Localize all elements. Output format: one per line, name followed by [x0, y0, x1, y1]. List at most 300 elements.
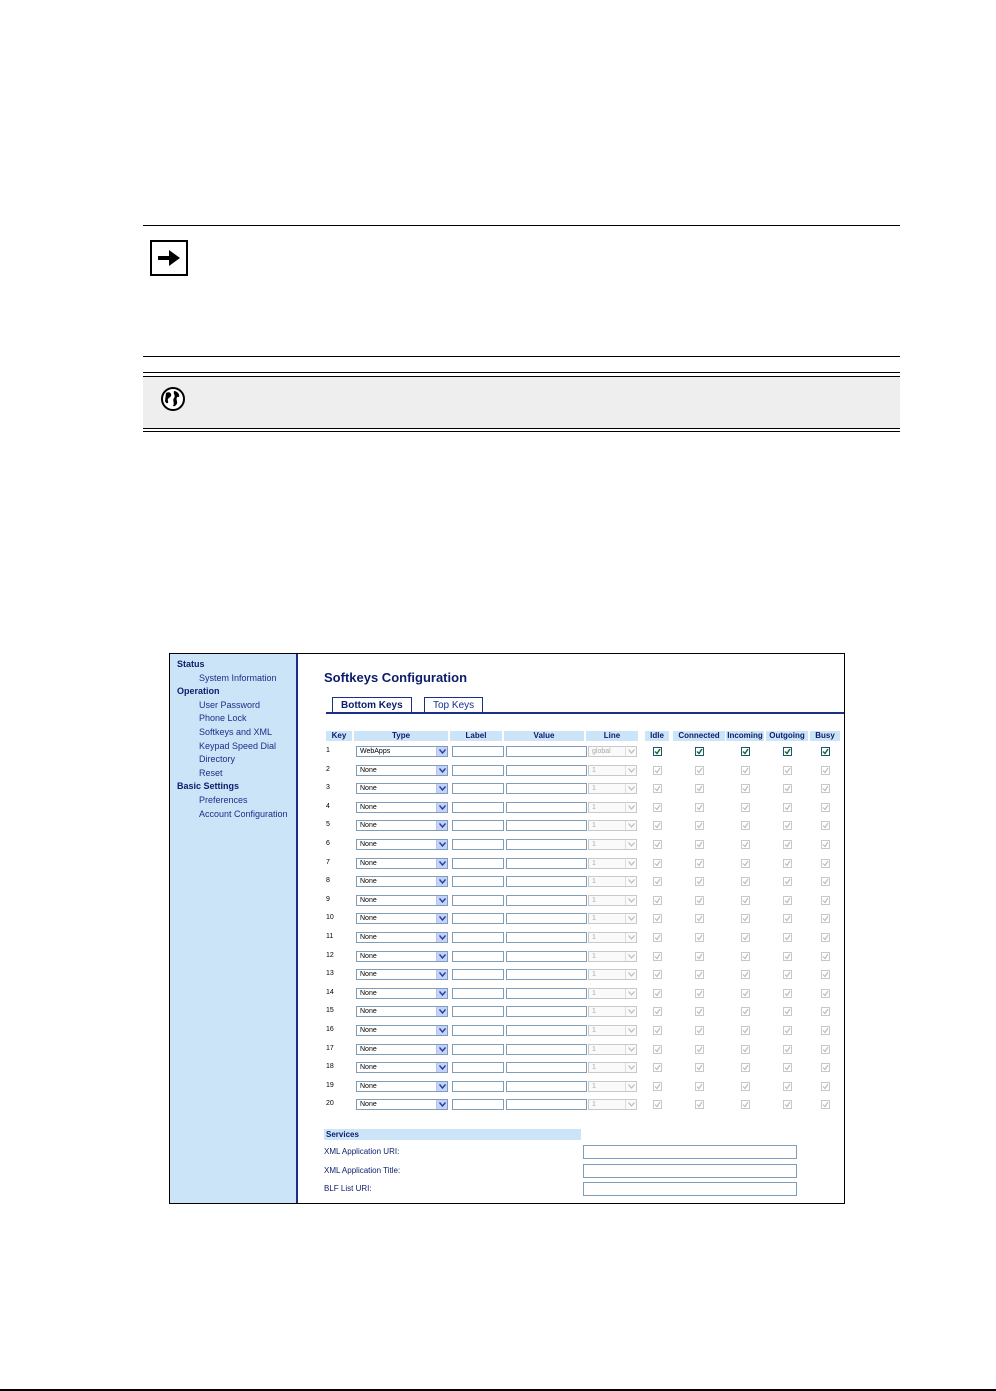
idle-checkbox[interactable]	[653, 747, 662, 756]
busy-checkbox[interactable]	[821, 877, 830, 886]
sidebar-item-system-information[interactable]: System Information	[199, 672, 277, 683]
incoming-checkbox[interactable]	[741, 840, 750, 849]
idle-checkbox[interactable]	[653, 914, 662, 923]
line-select[interactable]	[588, 1062, 637, 1073]
value-input[interactable]	[506, 932, 587, 943]
idle-checkbox[interactable]	[653, 803, 662, 812]
key-number: 18	[326, 1063, 334, 1071]
type-select-value: None	[360, 1045, 377, 1053]
connected-checkbox[interactable]	[695, 989, 704, 998]
sidebar-section-basic-settings[interactable]: Basic Settings	[177, 781, 240, 792]
line-select-value: 1	[592, 1027, 596, 1034]
idle-checkbox[interactable]	[653, 766, 662, 775]
tab-top-keys[interactable]: Top Keys	[424, 697, 483, 713]
incoming-checkbox[interactable]	[741, 821, 750, 830]
sidebar-item-account-configuration[interactable]: Account Configuration	[199, 808, 288, 819]
busy-checkbox[interactable]	[821, 821, 830, 830]
type-select[interactable]	[356, 802, 448, 813]
connected-checkbox[interactable]	[695, 970, 704, 979]
value-input[interactable]	[506, 876, 587, 887]
label-input[interactable]	[452, 858, 504, 869]
type-select-value: None	[360, 1082, 377, 1090]
type-select[interactable]	[356, 820, 448, 831]
connected-checkbox[interactable]	[695, 1026, 704, 1035]
value-input[interactable]	[506, 913, 587, 924]
label-input[interactable]	[452, 1006, 504, 1017]
outgoing-checkbox[interactable]	[783, 803, 792, 812]
type-select[interactable]	[356, 951, 448, 962]
value-input[interactable]	[506, 951, 587, 962]
table-row	[298, 1099, 844, 1111]
chevron-down-icon[interactable]	[436, 877, 447, 886]
type-select[interactable]	[356, 1062, 448, 1073]
chevron-down-icon[interactable]	[436, 1100, 447, 1109]
services-field-label: XML Application Title:	[324, 1165, 401, 1175]
idle-checkbox[interactable]	[653, 933, 662, 942]
outgoing-checkbox[interactable]	[783, 914, 792, 923]
connected-checkbox[interactable]	[695, 766, 704, 775]
busy-checkbox[interactable]	[821, 1100, 830, 1109]
outgoing-checkbox[interactable]	[783, 970, 792, 979]
busy-checkbox[interactable]	[821, 933, 830, 942]
chevron-down-icon[interactable]	[436, 989, 447, 998]
outgoing-checkbox[interactable]	[783, 933, 792, 942]
table-row	[298, 820, 844, 832]
line-select[interactable]	[588, 1099, 637, 1110]
connected-checkbox[interactable]	[695, 933, 704, 942]
line-select-value: 1	[592, 859, 596, 867]
sidebar-section-status[interactable]: Status	[177, 659, 205, 669]
value-input[interactable]	[506, 783, 587, 794]
chevron-down-icon[interactable]	[625, 747, 636, 756]
line-select[interactable]	[588, 988, 637, 999]
idle-checkbox[interactable]	[653, 1007, 662, 1016]
chevron-down-icon[interactable]	[625, 952, 636, 961]
services-field-label: BLF List URI:	[324, 1184, 372, 1194]
chevron-down-icon[interactable]	[436, 766, 447, 775]
label-input[interactable]	[452, 746, 504, 757]
type-select-value: None	[360, 878, 377, 886]
outgoing-checkbox[interactable]	[783, 1100, 792, 1109]
outgoing-checkbox[interactable]	[783, 840, 792, 849]
line-select[interactable]	[588, 765, 637, 776]
arrow-right-icon	[150, 240, 188, 276]
incoming-checkbox[interactable]	[741, 877, 750, 886]
label-input[interactable]	[452, 876, 504, 887]
chevron-down-icon[interactable]	[436, 1026, 447, 1035]
busy-checkbox[interactable]	[821, 914, 830, 923]
incoming-checkbox[interactable]	[741, 1082, 750, 1091]
line-select-value: 1	[592, 1082, 596, 1090]
chevron-down-icon[interactable]	[625, 859, 636, 868]
line-select-value: 1	[592, 878, 596, 886]
chevron-down-icon[interactable]	[625, 840, 636, 849]
chevron-down-icon[interactable]	[625, 1100, 636, 1109]
table-row	[298, 988, 844, 1000]
connected-checkbox[interactable]	[695, 784, 704, 793]
line-select[interactable]	[588, 746, 637, 757]
incoming-checkbox[interactable]	[741, 1100, 750, 1109]
connected-checkbox[interactable]	[695, 747, 704, 756]
busy-checkbox[interactable]	[821, 896, 830, 905]
chevron-down-icon[interactable]	[436, 914, 447, 923]
label-input[interactable]	[452, 839, 504, 850]
type-select-value: None	[360, 841, 377, 848]
type-select[interactable]	[356, 1006, 448, 1017]
key-number: 17	[326, 1044, 334, 1052]
value-input[interactable]	[506, 1006, 587, 1017]
incoming-checkbox[interactable]	[741, 1007, 750, 1016]
connected-checkbox[interactable]	[695, 1007, 704, 1016]
outgoing-checkbox[interactable]	[783, 821, 792, 830]
chevron-down-icon[interactable]	[436, 970, 447, 979]
busy-checkbox[interactable]	[821, 1007, 830, 1016]
connected-checkbox[interactable]	[695, 840, 704, 849]
outgoing-checkbox[interactable]	[783, 1007, 792, 1016]
connected-checkbox[interactable]	[695, 896, 704, 905]
type-select[interactable]	[356, 895, 448, 906]
connected-checkbox[interactable]	[695, 877, 704, 886]
key-number: 15	[326, 1007, 334, 1015]
type-select[interactable]	[356, 969, 448, 980]
idle-checkbox[interactable]	[653, 821, 662, 830]
chevron-down-icon[interactable]	[625, 1082, 636, 1091]
busy-checkbox[interactable]	[821, 803, 830, 812]
chevron-down-icon[interactable]	[625, 1063, 636, 1072]
line-select[interactable]	[588, 1025, 637, 1036]
connected-checkbox[interactable]	[695, 859, 704, 868]
idle-checkbox[interactable]	[653, 952, 662, 961]
incoming-checkbox[interactable]	[741, 784, 750, 793]
line-select-value: 1	[592, 971, 596, 979]
line-select[interactable]	[588, 895, 637, 906]
key-number: 11	[326, 933, 334, 940]
incoming-checkbox[interactable]	[741, 1063, 750, 1072]
sidebar-item-user-password[interactable]: User Password	[199, 699, 261, 710]
table-row	[298, 1081, 844, 1093]
chevron-down-icon[interactable]	[625, 803, 636, 812]
incoming-checkbox[interactable]	[741, 747, 750, 756]
value-input[interactable]	[506, 1062, 587, 1073]
chevron-down-icon[interactable]	[625, 970, 636, 979]
line-select[interactable]	[588, 839, 637, 850]
label-input[interactable]	[452, 932, 504, 943]
incoming-checkbox[interactable]	[741, 933, 750, 942]
chevron-down-icon[interactable]	[436, 1082, 447, 1091]
label-input[interactable]	[452, 783, 504, 794]
connected-checkbox[interactable]	[695, 821, 704, 830]
outgoing-checkbox[interactable]	[783, 1026, 792, 1035]
sidebar-item-softkeys-and-xml[interactable]: Softkeys and XML	[199, 727, 273, 737]
label-input[interactable]	[452, 802, 504, 813]
globe-icon	[160, 386, 186, 417]
sidebar-section-operation[interactable]: Operation	[177, 686, 220, 697]
outgoing-checkbox[interactable]	[783, 1063, 792, 1072]
busy-checkbox[interactable]	[821, 747, 830, 756]
label-input[interactable]	[452, 820, 504, 831]
type-select[interactable]	[356, 1025, 448, 1036]
outgoing-checkbox[interactable]	[783, 952, 792, 961]
services-field-input[interactable]	[583, 1182, 797, 1196]
note-bottom-rule	[143, 356, 900, 357]
line-select[interactable]	[588, 1006, 637, 1017]
busy-checkbox[interactable]	[821, 1063, 830, 1072]
outgoing-checkbox[interactable]	[783, 1045, 792, 1054]
key-number: 9	[326, 895, 330, 903]
type-select-value: None	[360, 934, 377, 941]
chevron-down-icon[interactable]	[436, 933, 447, 942]
busy-checkbox[interactable]	[821, 952, 830, 961]
chevron-down-icon[interactable]	[625, 914, 636, 923]
sidebar-item-phone-lock[interactable]: Phone Lock	[199, 713, 247, 724]
idle-checkbox[interactable]	[653, 896, 662, 905]
outgoing-checkbox[interactable]	[783, 989, 792, 998]
busy-checkbox[interactable]	[821, 859, 830, 868]
line-select[interactable]	[588, 1044, 637, 1055]
column-header-incoming: Incoming	[727, 731, 763, 740]
value-input[interactable]	[506, 1081, 587, 1092]
chevron-down-icon[interactable]	[436, 840, 447, 849]
web-ui-screenshot	[169, 653, 845, 1204]
type-select[interactable]	[356, 839, 448, 850]
sidebar	[170, 654, 298, 1203]
value-input[interactable]	[506, 802, 587, 813]
table-row	[298, 802, 844, 814]
column-header-outgoing: Outgoing	[766, 731, 808, 741]
incoming-checkbox[interactable]	[741, 803, 750, 812]
outgoing-checkbox[interactable]	[783, 859, 792, 868]
key-number: 12	[326, 951, 334, 959]
incoming-checkbox[interactable]	[741, 896, 750, 905]
label-input[interactable]	[452, 895, 504, 906]
reference-top-rule	[143, 372, 900, 373]
key-number: 3	[326, 784, 330, 792]
incoming-checkbox[interactable]	[741, 766, 750, 775]
table-row	[298, 969, 844, 981]
key-number: 20	[326, 1100, 334, 1108]
busy-checkbox[interactable]	[821, 1082, 830, 1091]
value-input[interactable]	[506, 988, 587, 999]
chevron-down-icon[interactable]	[436, 1045, 447, 1054]
chevron-down-icon[interactable]	[625, 896, 636, 905]
line-select[interactable]	[588, 913, 637, 924]
column-header-value: Value	[504, 731, 584, 741]
table-row	[298, 858, 844, 870]
outgoing-checkbox[interactable]	[783, 877, 792, 886]
connected-checkbox[interactable]	[695, 803, 704, 812]
services-field-input[interactable]	[583, 1145, 797, 1159]
idle-checkbox[interactable]	[653, 1026, 662, 1035]
main-panel	[298, 654, 844, 1203]
chevron-down-icon[interactable]	[436, 821, 447, 830]
line-select-value: 1	[592, 934, 596, 941]
type-select-value: None	[360, 1101, 377, 1109]
line-select-value: global	[592, 748, 611, 755]
line-select[interactable]	[588, 876, 637, 887]
table-row	[298, 839, 844, 851]
services-field-label: XML Application URI:	[324, 1147, 400, 1156]
line-select[interactable]	[588, 820, 637, 831]
type-select[interactable]	[356, 1099, 448, 1110]
outgoing-checkbox[interactable]	[783, 896, 792, 905]
value-input[interactable]	[506, 1099, 587, 1110]
label-input[interactable]	[452, 913, 504, 924]
chevron-down-icon[interactable]	[625, 877, 636, 886]
incoming-checkbox[interactable]	[741, 1045, 750, 1054]
line-select[interactable]	[588, 1081, 637, 1092]
incoming-checkbox[interactable]	[741, 952, 750, 961]
label-input[interactable]	[452, 765, 504, 776]
type-select[interactable]	[356, 876, 448, 887]
label-input[interactable]	[452, 1062, 504, 1073]
idle-checkbox[interactable]	[653, 1063, 662, 1072]
table-row	[298, 932, 844, 944]
type-select[interactable]	[356, 913, 448, 924]
services-field-input[interactable]	[583, 1164, 797, 1178]
key-number: 8	[326, 877, 330, 885]
busy-checkbox[interactable]	[821, 1045, 830, 1054]
type-select-value: None	[360, 989, 377, 997]
line-select[interactable]	[588, 783, 637, 794]
chevron-down-icon[interactable]	[436, 803, 447, 812]
idle-checkbox[interactable]	[653, 784, 662, 793]
chevron-down-icon[interactable]	[625, 989, 636, 998]
busy-checkbox[interactable]	[821, 970, 830, 979]
sidebar-item-keypad-speed-dial[interactable]: Keypad Speed Dial	[199, 740, 277, 751]
type-select[interactable]	[356, 858, 448, 869]
table-row	[298, 951, 844, 963]
line-select[interactable]	[588, 802, 637, 813]
line-select-value: 1	[592, 1008, 596, 1016]
label-input[interactable]	[452, 1081, 504, 1092]
chevron-down-icon[interactable]	[436, 896, 447, 905]
chevron-down-icon[interactable]	[625, 766, 636, 775]
busy-checkbox[interactable]	[821, 784, 830, 793]
value-input[interactable]	[506, 746, 587, 757]
chevron-down-icon[interactable]	[625, 933, 636, 942]
chevron-down-icon[interactable]	[436, 859, 447, 868]
label-input[interactable]	[452, 1025, 504, 1036]
idle-checkbox[interactable]	[653, 1045, 662, 1054]
chevron-down-icon[interactable]	[436, 1007, 447, 1016]
connected-checkbox[interactable]	[695, 1082, 704, 1091]
busy-checkbox[interactable]	[821, 1026, 830, 1035]
idle-checkbox[interactable]	[653, 877, 662, 886]
chevron-down-icon[interactable]	[625, 1026, 636, 1035]
connected-checkbox[interactable]	[695, 1045, 704, 1054]
type-select-value: None	[360, 915, 377, 923]
tab-bottom-keys[interactable]: Bottom Keys	[332, 697, 412, 714]
services-heading: Services	[324, 1129, 581, 1140]
reference-band	[143, 377, 900, 428]
line-select[interactable]	[588, 858, 637, 869]
incoming-checkbox[interactable]	[741, 859, 750, 868]
column-header-label: Label	[450, 731, 502, 741]
line-select[interactable]	[588, 932, 637, 943]
line-select[interactable]	[588, 969, 637, 980]
value-input[interactable]	[506, 969, 587, 980]
type-select[interactable]	[356, 932, 448, 943]
line-select-value: 1	[592, 766, 596, 774]
sidebar-item-directory[interactable]: Directory	[199, 754, 236, 765]
type-select[interactable]	[356, 746, 448, 757]
label-input[interactable]	[452, 988, 504, 999]
column-header-type: Type	[354, 731, 448, 741]
value-input[interactable]	[506, 895, 587, 906]
chevron-down-icon[interactable]	[625, 821, 636, 830]
connected-checkbox[interactable]	[695, 1063, 704, 1072]
type-select[interactable]	[356, 783, 448, 794]
type-select[interactable]	[356, 1044, 448, 1055]
value-input[interactable]	[506, 1044, 587, 1055]
note-top-rule	[143, 225, 900, 226]
line-select-value: 1	[592, 803, 596, 811]
line-select-value: 1	[592, 785, 596, 793]
chevron-down-icon[interactable]	[436, 747, 447, 756]
outgoing-checkbox[interactable]	[783, 1082, 792, 1091]
table-row	[298, 1062, 844, 1074]
idle-checkbox[interactable]	[653, 1082, 662, 1091]
chevron-down-icon[interactable]	[436, 952, 447, 961]
incoming-checkbox[interactable]	[741, 989, 750, 998]
label-input[interactable]	[452, 1044, 504, 1055]
incoming-checkbox[interactable]	[741, 1026, 750, 1035]
chevron-down-icon[interactable]	[436, 784, 447, 793]
chevron-down-icon[interactable]	[436, 1063, 447, 1072]
value-input[interactable]	[506, 820, 587, 831]
label-input[interactable]	[452, 969, 504, 980]
connected-checkbox[interactable]	[695, 1100, 704, 1109]
key-number: 13	[326, 970, 334, 978]
sidebar-item-preferences[interactable]: Preferences	[199, 795, 248, 805]
label-input[interactable]	[452, 951, 504, 962]
label-input[interactable]	[452, 1099, 504, 1110]
chevron-down-icon[interactable]	[625, 784, 636, 793]
idle-checkbox[interactable]	[653, 840, 662, 849]
busy-checkbox[interactable]	[821, 840, 830, 849]
type-select[interactable]	[356, 765, 448, 776]
connected-checkbox[interactable]	[695, 914, 704, 923]
idle-checkbox[interactable]	[653, 970, 662, 979]
type-select[interactable]	[356, 988, 448, 999]
line-select[interactable]	[588, 951, 637, 962]
sidebar-item-reset[interactable]: Reset	[199, 767, 223, 778]
busy-checkbox[interactable]	[821, 989, 830, 998]
outgoing-checkbox[interactable]	[783, 766, 792, 775]
tab-rule	[326, 712, 844, 714]
incoming-checkbox[interactable]	[741, 914, 750, 923]
busy-checkbox[interactable]	[821, 766, 830, 775]
chevron-down-icon[interactable]	[625, 1045, 636, 1054]
incoming-checkbox[interactable]	[741, 970, 750, 979]
idle-checkbox[interactable]	[653, 859, 662, 868]
type-select-value: None	[360, 785, 377, 793]
type-select[interactable]	[356, 1081, 448, 1092]
idle-checkbox[interactable]	[653, 989, 662, 998]
chevron-down-icon[interactable]	[625, 1007, 636, 1016]
value-input[interactable]	[506, 839, 587, 850]
idle-checkbox[interactable]	[653, 1100, 662, 1109]
connected-checkbox[interactable]	[695, 952, 704, 961]
value-input[interactable]	[506, 1025, 587, 1036]
value-input[interactable]	[506, 858, 587, 869]
key-number: 7	[326, 858, 330, 866]
outgoing-checkbox[interactable]	[783, 784, 792, 793]
key-number: 10	[326, 914, 334, 922]
value-input[interactable]	[506, 765, 587, 776]
outgoing-checkbox[interactable]	[783, 747, 792, 756]
line-select-value: 1	[592, 1101, 596, 1109]
